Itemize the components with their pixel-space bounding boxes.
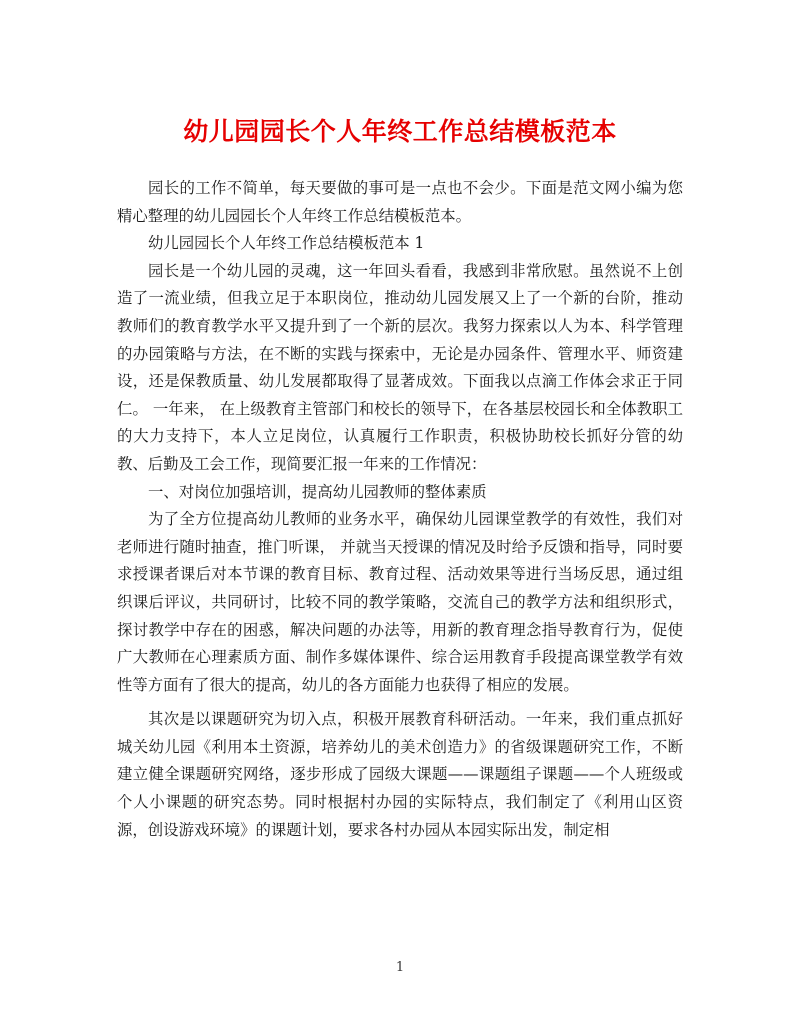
body-paragraph: 其次是以课题研究为切入点，积极开展教育科研活动。一年来，我们重点抓好城关幼儿园《利用本土资源，培养幼儿的美术创造力》的省级课题研究工作，不断建立健全课题研究网络，逐步形成了园级大课题——课题组子课题——个人班级或个人小课题的研究态势。同时根据村办园的实际特点，我们制定了《利用山区资源，创设游戏环境》的课题计划，要求各村办园从本园实际出发，制定相: [117, 710, 683, 839]
document-title: 幼儿园园长个人年终工作总结模板范本: [183, 117, 617, 146]
section-heading: 幼儿园园长个人年终工作总结模板范本 1: [148, 234, 425, 253]
page-number: 1: [395, 960, 405, 975]
document-body: [117, 175, 683, 844]
body-paragraph: 为了全方位提高幼儿教师的业务水平，确保幼儿园课堂教学的有效性，我们对老师进行随时抽查，推门听课， 并就当天授课的情况及时给予反馈和指导，同时要求授课者课后对本节课的教育目标、教育过程、活动效果等进行当场反思，通过组织课后评议，共同研讨，比较不同的教学策略，交流自己的教学方法和组织形式，探讨教学中存在的困惑，解决问题的办法等，用新的教育理念指导教育行为，促使广大教师在心理素质方面、制作多媒体课件、综合运用教育手段提高课堂教学有效性等方面有了很大的提高，幼儿的各方面能力也获得了相应的发展。: [117, 510, 683, 694]
intro-paragraph: 园长的工作不简单，每天要做的事可是一点也不会少。下面是范文网小编为您精心整理的幼儿园园长个人年终工作总结模板范本。: [117, 179, 683, 225]
subsection-heading: 一、对岗位加强培训，提高幼儿园教师的整体素质: [148, 482, 487, 501]
body-paragraph: 园长是一个幼儿园的灵魂，这一年回头看看，我感到非常欣慰。虽然说不上创造了一流业绩，但我立足于本职岗位，推动幼儿园发展又上了一个新的台阶，推动教师们的教育教学水平又提升到了一个新的层次。我努力探索以人为本、科学管理的办园策略与方法，在不断的实践与探索中，无论是办园条件、管理水平、师资建设，还是保教质量、幼儿发展都取得了显著成效。下面我以点滴工作体会求正于同仁。 一年来， 在上级教育主管部门和校长的领导下，在各基层校园长和全体教职工的大力支持下，本人立足岗位，认真履行工作职责，积极协助校长抓好分管的幼教、后勤及工会工作，现简要汇报一年来的工作情况：: [117, 261, 683, 473]
